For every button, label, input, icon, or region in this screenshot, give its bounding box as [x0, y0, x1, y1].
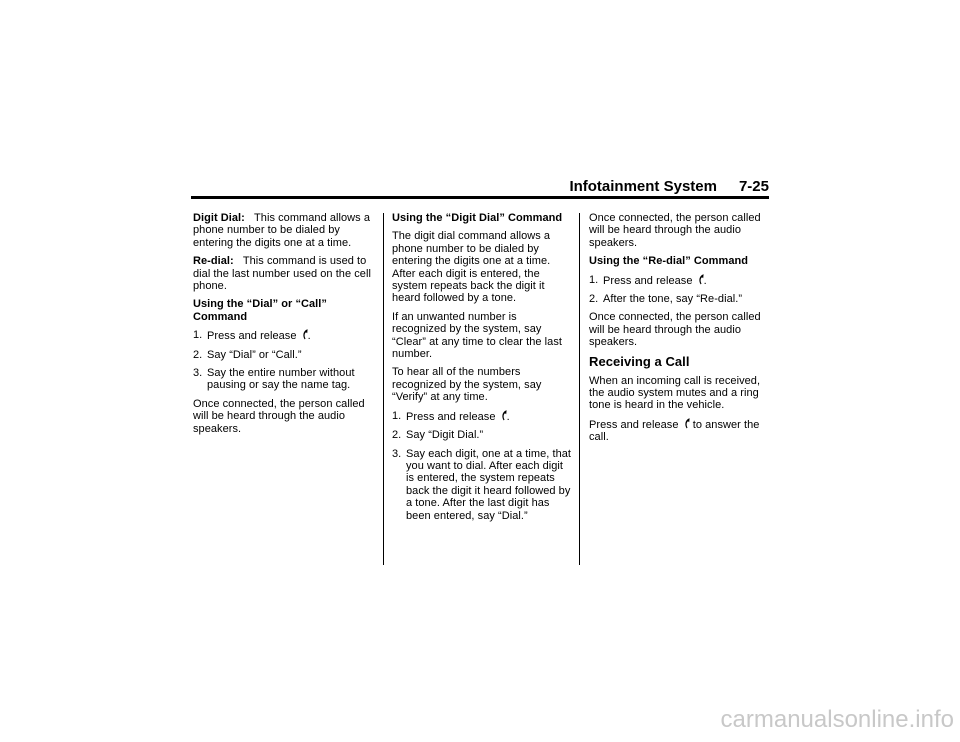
receiving-call-paragraph: When an incoming call is received, the audio system mutes and a ring tone is heard in the vehicle. [589, 374, 761, 412]
digit-dial-desc: This command allows a phone number to be dialed by entering the digits one at a time. [193, 212, 370, 249]
list-item: 3. Say the entire number without pausing or say the name tag. [193, 367, 355, 392]
list-item: 3. Say each digit, one at a time, that you want to dial. After each digit is entered, the system repeats back the digit it heard followed by a tone. After the last digit has been entered, say “Dial.” [392, 447, 572, 522]
digit-dial-paragraph [193, 212, 373, 249]
redial-heading: Using the “Re-dial” Command [589, 255, 749, 268]
phone-talk-icon [683, 418, 690, 429]
page-number: 7-25 [738, 178, 769, 195]
phone-talk-icon [500, 410, 507, 421]
redial-closing-paragraph: Once connected, the person called will be heard through the audio speakers. [589, 311, 761, 349]
list-item: 2. Say “Digit Dial.” [392, 429, 484, 442]
receiving-call-heading: Receiving a Call [589, 353, 690, 369]
list-item: 1. Press and release . [392, 409, 510, 423]
list-item: 1. Press and release . [193, 329, 311, 343]
list-item: 1. Press and release . [589, 273, 707, 287]
digit-dial-term: Digit Dial: [193, 212, 245, 224]
digit-dial-heading: Using the “Digit Dial” Command [392, 212, 563, 224]
watermark: carmanualsonline.info [720, 706, 954, 733]
phone-talk-icon [301, 329, 308, 340]
verify-paragraph: To hear all of the numbers recognized by the system, say “Verify” at any time. [392, 366, 542, 404]
redial-paragraph [193, 255, 373, 292]
column-2 [392, 212, 572, 528]
column-3 [589, 212, 769, 450]
redial-term: Re-dial: [193, 255, 234, 268]
dial-call-heading: Using the “Dial” or “Call” Command [193, 298, 327, 323]
column-divider [383, 213, 384, 565]
digit-dial-intro: The digit dial command allows a phone number to be dialed by entering the digits one at a time. After each digit is entered, the system repeats back the digit it heard followed by a tone. [392, 230, 551, 305]
redial-desc: This command is used to dial the last number used on the cell phone. [193, 255, 371, 293]
phone-talk-icon [697, 274, 704, 285]
unwanted-number-paragraph: If an unwanted number is recognized by the system, say “Clear” at any time to clear the last number. [392, 310, 562, 361]
list-item: 2. Say “Dial” or “Call.” [193, 348, 302, 361]
answer-call-paragraph: Press and release to answer the call. [589, 418, 760, 444]
column-divider [579, 213, 580, 565]
dial-closing-paragraph: Once connected, the person called will be heard through the audio speakers. [193, 397, 365, 435]
section-title: Infotainment System [569, 178, 717, 195]
header-rule [191, 196, 769, 199]
list-item: 2. After the tone, say “Re-dial.” [589, 293, 743, 306]
digit-dial-connected-paragraph: Once connected, the person called will be heard through the audio speakers. [589, 212, 761, 249]
column-1 [193, 212, 373, 441]
